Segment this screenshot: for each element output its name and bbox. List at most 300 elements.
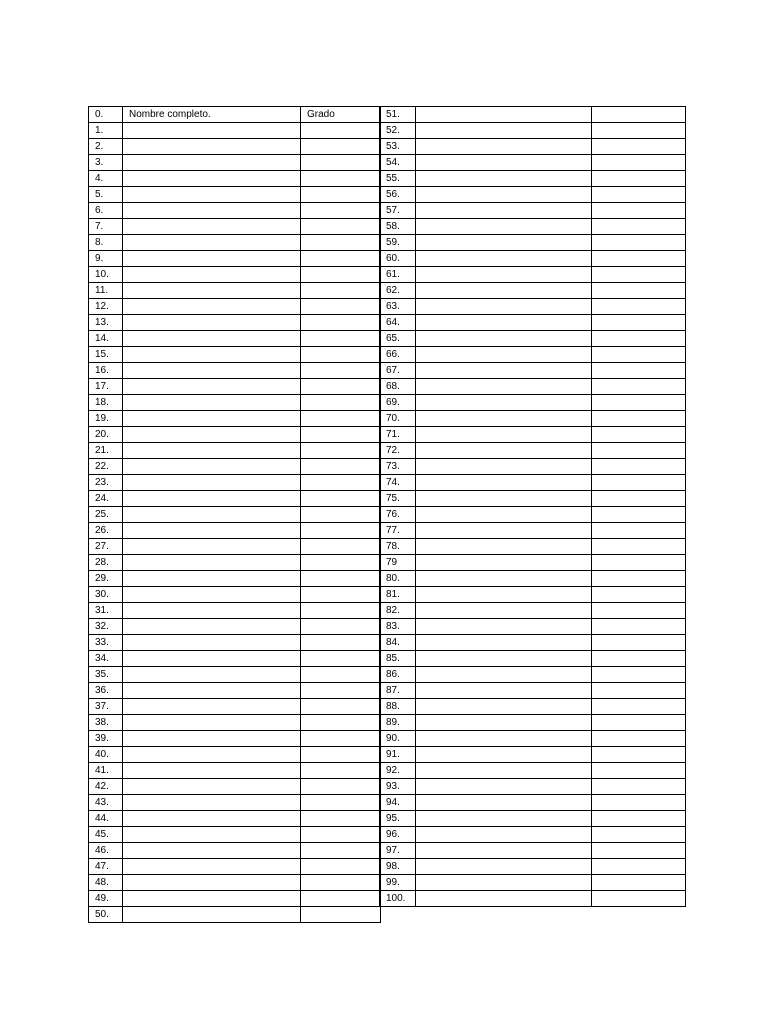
name-cell[interactable]	[123, 763, 301, 779]
grade-cell[interactable]	[592, 235, 686, 251]
grade-cell[interactable]	[301, 891, 381, 907]
name-cell[interactable]	[123, 795, 301, 811]
grade-cell[interactable]	[301, 283, 381, 299]
row-number: 65.	[380, 331, 416, 347]
name-cell[interactable]	[416, 107, 592, 123]
name-cell[interactable]	[416, 139, 592, 155]
row-number: 89.	[380, 715, 416, 731]
grade-cell[interactable]	[592, 779, 686, 795]
table-row	[380, 683, 686, 699]
grade-cell[interactable]	[301, 379, 381, 395]
table-row	[89, 491, 381, 507]
name-cell[interactable]	[416, 747, 592, 763]
table-row	[380, 363, 686, 379]
grade-cell[interactable]	[301, 683, 381, 699]
table-row	[89, 331, 381, 347]
table-row	[89, 859, 381, 875]
grade-cell[interactable]	[592, 299, 686, 315]
name-cell[interactable]	[123, 827, 301, 843]
name-cell[interactable]	[416, 155, 592, 171]
table-row	[89, 459, 381, 475]
table-row	[89, 507, 381, 523]
grade-cell[interactable]	[592, 555, 686, 571]
name-cell[interactable]	[123, 347, 301, 363]
grade-cell[interactable]	[301, 667, 381, 683]
table-row	[380, 715, 686, 731]
name-cell[interactable]	[123, 363, 301, 379]
name-cell[interactable]	[416, 395, 592, 411]
grade-cell[interactable]	[592, 827, 686, 843]
grade-cell[interactable]	[301, 795, 381, 811]
name-cell[interactable]	[123, 875, 301, 891]
table-row	[89, 539, 381, 555]
name-cell[interactable]	[416, 347, 592, 363]
grade-cell[interactable]	[301, 635, 381, 651]
row-number: 42.	[89, 779, 123, 795]
row-number: 45.	[89, 827, 123, 843]
table-row	[380, 187, 686, 203]
name-cell[interactable]	[123, 635, 301, 651]
grade-cell[interactable]	[301, 507, 381, 523]
row-number: 88.	[380, 699, 416, 715]
header-name: Nombre completo.	[123, 107, 301, 123]
grade-cell[interactable]	[592, 139, 686, 155]
table-row	[89, 155, 381, 171]
grade-cell[interactable]	[592, 811, 686, 827]
grade-cell[interactable]	[592, 507, 686, 523]
row-number: 78.	[380, 539, 416, 555]
table-row	[380, 571, 686, 587]
name-cell[interactable]	[123, 123, 301, 139]
grade-cell[interactable]	[592, 587, 686, 603]
row-number: 13.	[89, 315, 123, 331]
table-row	[380, 443, 686, 459]
grade-cell[interactable]	[301, 171, 381, 187]
grade-cell[interactable]	[592, 619, 686, 635]
name-cell[interactable]	[416, 283, 592, 299]
grade-cell[interactable]	[592, 699, 686, 715]
name-cell[interactable]	[123, 491, 301, 507]
table-row	[89, 587, 381, 603]
name-cell[interactable]	[123, 267, 301, 283]
row-number: 1.	[89, 123, 123, 139]
name-cell[interactable]	[416, 603, 592, 619]
name-cell[interactable]	[123, 379, 301, 395]
grade-cell[interactable]	[592, 747, 686, 763]
row-number: 93.	[380, 779, 416, 795]
name-cell[interactable]	[123, 219, 301, 235]
name-cell[interactable]	[123, 699, 301, 715]
name-cell[interactable]	[416, 891, 592, 907]
grade-cell[interactable]	[301, 699, 381, 715]
grade-cell[interactable]	[301, 267, 381, 283]
name-cell[interactable]	[123, 171, 301, 187]
row-number: 91.	[380, 747, 416, 763]
table-row	[89, 139, 381, 155]
table-row	[380, 395, 686, 411]
grade-cell[interactable]	[592, 203, 686, 219]
name-cell[interactable]	[123, 683, 301, 699]
row-number: 70.	[380, 411, 416, 427]
name-cell[interactable]	[123, 539, 301, 555]
table-row	[380, 219, 686, 235]
row-number: 59.	[380, 235, 416, 251]
grade-cell[interactable]	[592, 379, 686, 395]
name-cell[interactable]	[416, 555, 592, 571]
name-cell[interactable]	[416, 443, 592, 459]
grade-cell[interactable]	[592, 475, 686, 491]
grade-cell[interactable]	[592, 251, 686, 267]
name-cell[interactable]	[416, 731, 592, 747]
grade-cell[interactable]	[592, 875, 686, 891]
table-row	[380, 459, 686, 475]
name-cell[interactable]	[416, 683, 592, 699]
name-cell[interactable]	[416, 203, 592, 219]
name-cell[interactable]	[416, 459, 592, 475]
row-number: 22.	[89, 459, 123, 475]
row-number: 27.	[89, 539, 123, 555]
name-cell[interactable]	[416, 475, 592, 491]
name-cell[interactable]	[416, 123, 592, 139]
name-cell[interactable]	[123, 507, 301, 523]
table-row	[380, 235, 686, 251]
table-row	[380, 827, 686, 843]
table-row	[380, 763, 686, 779]
grade-cell[interactable]	[592, 219, 686, 235]
grade-cell[interactable]	[592, 155, 686, 171]
name-cell[interactable]	[416, 827, 592, 843]
grade-cell[interactable]	[592, 891, 686, 907]
grade-cell[interactable]	[301, 747, 381, 763]
row-number: 98.	[380, 859, 416, 875]
grade-cell[interactable]	[301, 907, 381, 923]
row-number: 30.	[89, 587, 123, 603]
grade-cell[interactable]	[592, 859, 686, 875]
grade-cell[interactable]	[301, 491, 381, 507]
row-number: 95.	[380, 811, 416, 827]
row-number: 80.	[380, 571, 416, 587]
row-number: 76.	[380, 507, 416, 523]
grade-cell[interactable]	[301, 235, 381, 251]
grade-cell[interactable]	[592, 347, 686, 363]
table-row	[380, 891, 686, 907]
name-cell[interactable]	[416, 619, 592, 635]
table-row	[89, 475, 381, 491]
row-number: 62.	[380, 283, 416, 299]
name-cell[interactable]	[123, 523, 301, 539]
row-number: 18.	[89, 395, 123, 411]
name-cell[interactable]	[123, 571, 301, 587]
table-row	[380, 747, 686, 763]
row-number: 71.	[380, 427, 416, 443]
table-row	[89, 171, 381, 187]
table-row	[89, 635, 381, 651]
row-number: 46.	[89, 843, 123, 859]
row-number: 84.	[380, 635, 416, 651]
grade-cell[interactable]	[301, 203, 381, 219]
grade-cell[interactable]	[301, 731, 381, 747]
grade-cell[interactable]	[301, 251, 381, 267]
name-cell[interactable]	[123, 779, 301, 795]
name-cell[interactable]	[123, 747, 301, 763]
grade-cell[interactable]	[592, 187, 686, 203]
table-row	[380, 379, 686, 395]
grade-cell[interactable]	[592, 843, 686, 859]
name-cell[interactable]	[123, 603, 301, 619]
row-number: 87.	[380, 683, 416, 699]
grade-cell[interactable]	[301, 555, 381, 571]
table-row	[89, 523, 381, 539]
row-number: 51.	[380, 107, 416, 123]
name-cell[interactable]	[416, 251, 592, 267]
name-cell[interactable]	[123, 139, 301, 155]
name-cell[interactable]	[123, 811, 301, 827]
name-cell[interactable]	[416, 779, 592, 795]
grade-cell[interactable]	[592, 171, 686, 187]
name-cell[interactable]	[416, 507, 592, 523]
grade-cell[interactable]	[301, 443, 381, 459]
row-number: 15.	[89, 347, 123, 363]
name-cell[interactable]	[123, 731, 301, 747]
name-cell[interactable]	[123, 587, 301, 603]
grade-cell[interactable]	[301, 315, 381, 331]
grade-cell[interactable]	[592, 459, 686, 475]
name-cell[interactable]	[416, 187, 592, 203]
row-number: 33.	[89, 635, 123, 651]
grade-cell[interactable]	[592, 667, 686, 683]
table-row	[380, 283, 686, 299]
name-cell[interactable]	[416, 523, 592, 539]
table-row	[380, 347, 686, 363]
name-cell[interactable]	[416, 411, 592, 427]
row-number: 23.	[89, 475, 123, 491]
row-number: 73.	[380, 459, 416, 475]
table-row	[89, 715, 381, 731]
name-cell[interactable]	[416, 795, 592, 811]
name-cell[interactable]	[123, 715, 301, 731]
grade-cell[interactable]	[301, 603, 381, 619]
grade-cell[interactable]	[592, 491, 686, 507]
header-number: 0.	[89, 107, 123, 123]
name-cell[interactable]	[123, 283, 301, 299]
row-number: 41.	[89, 763, 123, 779]
name-cell[interactable]	[416, 571, 592, 587]
grade-cell[interactable]	[301, 475, 381, 491]
grade-cell[interactable]	[301, 811, 381, 827]
grade-cell[interactable]	[301, 779, 381, 795]
name-cell[interactable]	[416, 635, 592, 651]
grade-cell[interactable]	[592, 635, 686, 651]
name-cell[interactable]	[123, 251, 301, 267]
row-number: 38.	[89, 715, 123, 731]
grade-cell[interactable]	[592, 427, 686, 443]
name-cell[interactable]	[123, 155, 301, 171]
row-number: 28.	[89, 555, 123, 571]
name-cell[interactable]	[416, 875, 592, 891]
row-number: 14.	[89, 331, 123, 347]
name-cell[interactable]	[416, 491, 592, 507]
grade-cell[interactable]	[301, 411, 381, 427]
name-cell[interactable]	[416, 235, 592, 251]
header-row	[89, 107, 381, 123]
name-cell[interactable]	[123, 235, 301, 251]
table-row	[89, 603, 381, 619]
name-cell[interactable]	[416, 811, 592, 827]
grade-cell[interactable]	[301, 363, 381, 379]
name-cell[interactable]	[123, 651, 301, 667]
grade-cell[interactable]	[592, 795, 686, 811]
grade-cell[interactable]	[301, 587, 381, 603]
grade-cell[interactable]	[301, 427, 381, 443]
grade-cell[interactable]	[301, 139, 381, 155]
name-cell[interactable]	[416, 859, 592, 875]
table-row	[89, 651, 381, 667]
name-cell[interactable]	[123, 891, 301, 907]
row-number: 10.	[89, 267, 123, 283]
grade-cell[interactable]	[592, 539, 686, 555]
table-row	[89, 347, 381, 363]
grade-cell[interactable]	[301, 827, 381, 843]
grade-cell[interactable]	[301, 331, 381, 347]
row-number: 34.	[89, 651, 123, 667]
name-cell[interactable]	[123, 475, 301, 491]
grade-cell[interactable]	[301, 219, 381, 235]
grade-cell[interactable]	[301, 539, 381, 555]
name-cell[interactable]	[416, 267, 592, 283]
name-cell[interactable]	[123, 443, 301, 459]
name-cell[interactable]	[416, 427, 592, 443]
grade-cell[interactable]	[301, 187, 381, 203]
name-cell[interactable]	[123, 299, 301, 315]
name-cell[interactable]	[123, 427, 301, 443]
row-number: 69.	[380, 395, 416, 411]
grade-cell[interactable]	[592, 395, 686, 411]
name-cell[interactable]	[416, 315, 592, 331]
name-cell[interactable]	[416, 715, 592, 731]
name-cell[interactable]	[416, 379, 592, 395]
grade-cell[interactable]	[592, 283, 686, 299]
grade-cell[interactable]	[301, 459, 381, 475]
grade-cell[interactable]	[301, 875, 381, 891]
table-row	[89, 267, 381, 283]
row-number: 20.	[89, 427, 123, 443]
name-cell[interactable]	[416, 667, 592, 683]
name-cell[interactable]	[123, 459, 301, 475]
grade-cell[interactable]	[301, 155, 381, 171]
row-number: 60.	[380, 251, 416, 267]
name-cell[interactable]	[123, 203, 301, 219]
name-cell[interactable]	[416, 171, 592, 187]
table-row	[380, 139, 686, 155]
name-cell[interactable]	[123, 315, 301, 331]
table-row	[380, 795, 686, 811]
name-cell[interactable]	[123, 555, 301, 571]
name-cell[interactable]	[123, 843, 301, 859]
table-row	[380, 491, 686, 507]
grade-cell[interactable]	[592, 363, 686, 379]
grade-cell[interactable]	[592, 651, 686, 667]
row-number: 4.	[89, 171, 123, 187]
grade-cell[interactable]	[592, 123, 686, 139]
grade-cell[interactable]	[301, 123, 381, 139]
name-cell[interactable]	[416, 587, 592, 603]
grade-cell[interactable]	[592, 443, 686, 459]
name-cell[interactable]	[123, 187, 301, 203]
name-cell[interactable]	[416, 299, 592, 315]
name-cell[interactable]	[416, 763, 592, 779]
name-cell[interactable]	[123, 907, 301, 923]
grade-cell[interactable]	[301, 715, 381, 731]
name-cell[interactable]	[123, 331, 301, 347]
grade-cell[interactable]	[301, 763, 381, 779]
name-cell[interactable]	[416, 219, 592, 235]
table-row	[380, 539, 686, 555]
table-row	[380, 331, 686, 347]
grade-cell[interactable]	[301, 859, 381, 875]
grade-cell[interactable]	[592, 683, 686, 699]
grade-cell[interactable]	[592, 411, 686, 427]
grade-cell[interactable]	[301, 347, 381, 363]
row-number: 21.	[89, 443, 123, 459]
grade-cell[interactable]	[592, 731, 686, 747]
grade-cell[interactable]	[301, 843, 381, 859]
grade-cell[interactable]	[592, 315, 686, 331]
grade-cell[interactable]	[301, 651, 381, 667]
grade-cell[interactable]	[301, 395, 381, 411]
name-cell[interactable]	[416, 331, 592, 347]
name-cell[interactable]	[416, 651, 592, 667]
name-cell[interactable]	[123, 395, 301, 411]
name-cell[interactable]	[416, 539, 592, 555]
row-number: 37.	[89, 699, 123, 715]
name-cell[interactable]	[416, 363, 592, 379]
row-number: 57.	[380, 203, 416, 219]
table-row	[380, 523, 686, 539]
table-row	[89, 811, 381, 827]
grade-cell[interactable]	[301, 571, 381, 587]
row-number: 58.	[380, 219, 416, 235]
name-cell[interactable]	[123, 667, 301, 683]
name-cell[interactable]	[123, 411, 301, 427]
grade-cell[interactable]	[592, 107, 686, 123]
table-row	[380, 779, 686, 795]
grade-cell[interactable]	[592, 763, 686, 779]
grade-cell[interactable]	[301, 619, 381, 635]
table-row	[89, 299, 381, 315]
grade-cell[interactable]	[592, 715, 686, 731]
table-row	[380, 667, 686, 683]
grade-cell[interactable]	[592, 603, 686, 619]
grade-cell[interactable]	[301, 523, 381, 539]
grade-cell[interactable]	[592, 331, 686, 347]
table-row	[380, 603, 686, 619]
name-cell[interactable]	[123, 619, 301, 635]
table-row	[380, 635, 686, 651]
grade-cell[interactable]	[592, 267, 686, 283]
name-cell[interactable]	[123, 859, 301, 875]
table-row	[380, 155, 686, 171]
table-row	[89, 667, 381, 683]
row-number: 64.	[380, 315, 416, 331]
grade-cell[interactable]	[592, 571, 686, 587]
name-cell[interactable]	[416, 843, 592, 859]
table-row	[380, 875, 686, 891]
grade-cell[interactable]	[592, 523, 686, 539]
table-row	[89, 283, 381, 299]
name-cell[interactable]	[416, 699, 592, 715]
table-row	[89, 555, 381, 571]
grade-cell[interactable]	[301, 299, 381, 315]
